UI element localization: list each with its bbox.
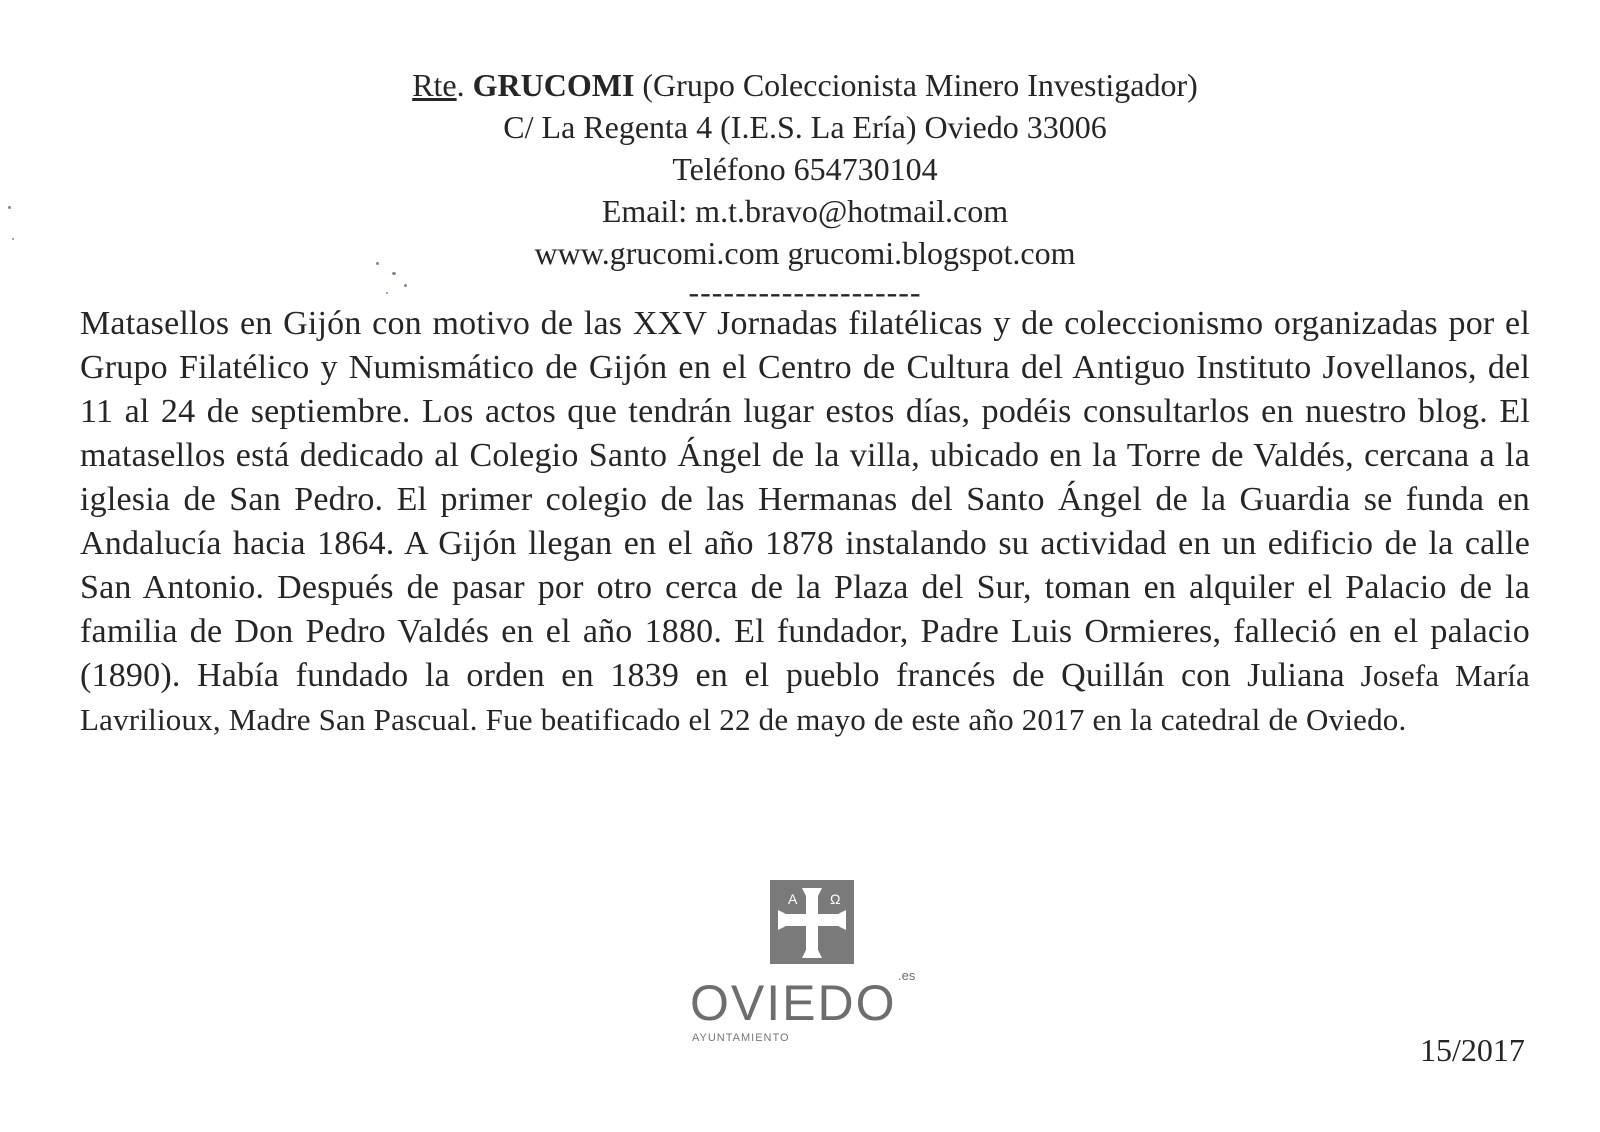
sender-prefix: Rte [412, 67, 457, 103]
body-tail-text: Josefa María Lavrilioux, Madre San Pascual. Fue beatificado el 22 de mayo de este año 2017 en la catedral de Oviedo. [80, 658, 1531, 737]
oviedo-logo [690, 880, 950, 1050]
sender-title-line [300, 64, 1310, 106]
sender-phone: Teléfono 654730104 [672, 151, 938, 187]
scan-speck [386, 292, 388, 294]
sender-block [300, 64, 1310, 310]
scan-speck [12, 238, 14, 240]
asturias-cross-icon [770, 880, 854, 964]
sender-address: C/ La Regenta 4 (I.E.S. La Ería) Oviedo 33006 [503, 109, 1107, 145]
scan-speck [404, 284, 407, 287]
logo-wordmark: OVIEDO [690, 975, 897, 1031]
sender-website: www.grucomi.com [534, 235, 780, 271]
body-paragraph [80, 302, 1530, 742]
reference-number: 15/2017 [1420, 1032, 1525, 1068]
body-main-text: Matasellos en Gijón con motivo de las XXV Jornadas filatélicas y de coleccionismo organizadas por el Grupo Filatélico y Numismático de Gijón en el Centro de Cultura del Antiguo Instituto Jovellanos, del 11 al 24 de septiembre. Los actos que tendrán lugar estos días, podéis consultarlos en nuestro blog. El matasellos está dedicado al Colegio Santo Ángel de la villa, ubicado en la Torre de Valdés, cercana a la iglesia de San Pedro. El primer colegio de las Hermanas del Santo Ángel de la Guardia se funda en Andalucía hacia 1864. A Gijón llegan en el año 1878 instalando su actividad en un edificio de la calle San Antonio. Después de pasar por otro cerca de la Plaza del Sur, toman en alquiler el Palacio de la familia de Don Pedro Valdés en el año 1880. El fundador, Padre Luis Ormieres, falleció en el palacio (1890). Había fundado la orden en 1839 en el pueblo francés de Quillán con Juliana [80, 305, 1530, 694]
sender-prefix-dot: . [456, 67, 465, 103]
scan-speck [392, 272, 396, 275]
scan-speck [8, 206, 11, 209]
organization-name: GRUCOMI [472, 67, 635, 103]
separator-line: -------------------- [688, 274, 922, 310]
sender-web-line [300, 232, 1310, 274]
logo-subtitle: AYUNTAMIENTO [692, 1032, 790, 1044]
sender-blog: grucomi.blogspot.com [787, 235, 1076, 271]
logo-suffix: .es [898, 968, 916, 983]
organization-full-name: (Grupo Coleccionista Minero Investigador) [634, 67, 1198, 103]
sender-email: Email: m.t.bravo@hotmail.com [601, 193, 1009, 229]
svg-text:Ω: Ω [830, 891, 841, 907]
scan-speck [376, 262, 379, 265]
svg-text:A: A [788, 891, 798, 907]
